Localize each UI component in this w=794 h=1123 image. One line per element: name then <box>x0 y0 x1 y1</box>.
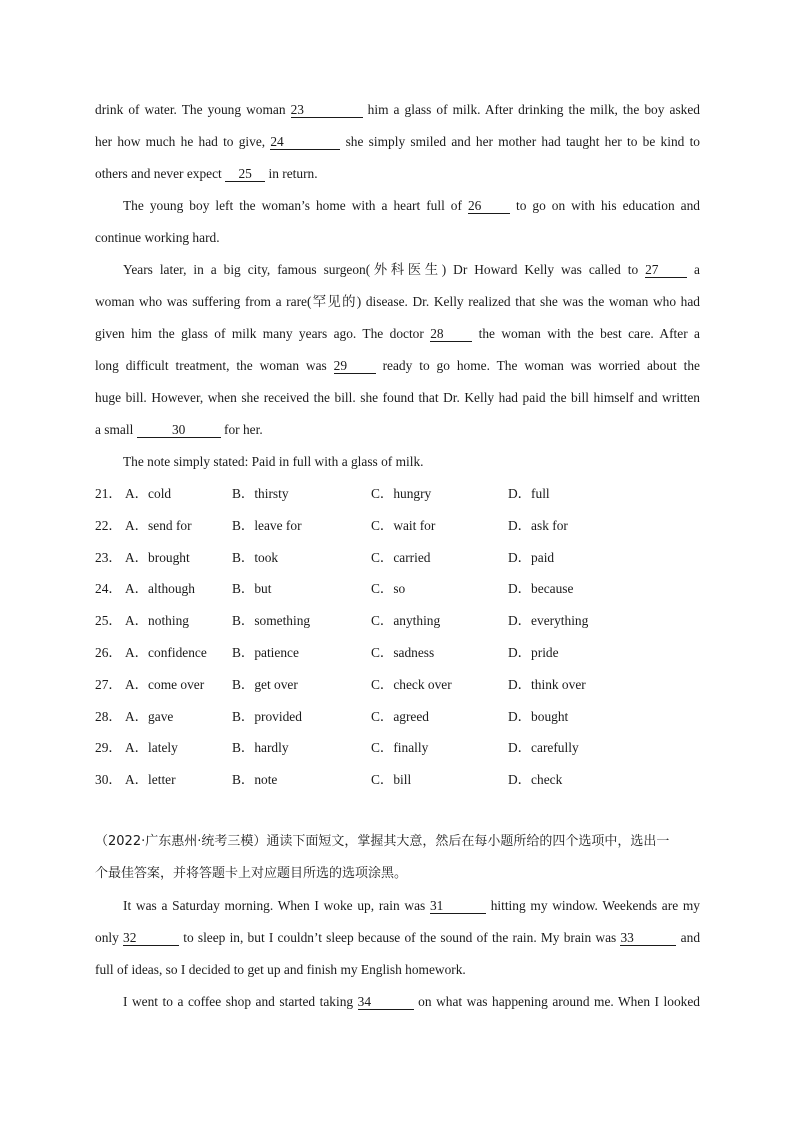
question-options-29 <box>95 732 700 764</box>
question-number: 29． <box>95 740 122 756</box>
answer-blank-31: 31 <box>430 898 486 914</box>
passage-line: huge bill. However, when she received the bill. she found that Dr. Kelly had paid the bill himself and written <box>95 390 700 405</box>
option-c: C．carried <box>371 549 431 565</box>
answer-blank-33: 33 <box>620 930 676 946</box>
option-c: C．check over <box>371 676 452 692</box>
text-segment: ready to go home. The woman was worried about the <box>375 358 700 373</box>
option-c: C．anything <box>371 613 441 629</box>
answer-blank-24: 24 <box>270 134 340 150</box>
question-number: 21． <box>95 486 122 501</box>
question-number: 23． <box>95 549 122 565</box>
question-number: 25． <box>95 613 122 629</box>
passage-line: woman who was suffering from a rare(罕见的) disease. Dr. Kelly realized that she was the woman who had <box>95 294 700 309</box>
section-instructions: （2022·广东惠州·统考三模）通读下面短文，掌握其大意，然后在每小题所给的四个选项中，选出一 <box>95 833 670 849</box>
option-a: A．brought <box>125 549 190 565</box>
passage-line <box>95 190 700 222</box>
option-a: A．nothing <box>125 613 189 629</box>
option-b: B．provided <box>232 708 302 724</box>
option-c: C．so <box>371 581 406 597</box>
text-segment: her how much he had to give, <box>95 134 271 149</box>
text-segment: I went to a coffee shop and started taking <box>123 993 358 1009</box>
option-a: A．send for <box>125 517 192 533</box>
text-segment: others and never expect <box>95 166 226 181</box>
option-b: B．get over <box>232 676 298 692</box>
option-b: B．note <box>232 772 278 788</box>
passage-line: The note simply stated: Paid in full with a glass of milk. <box>123 454 424 469</box>
answer-blank-32: 32 <box>123 930 179 946</box>
text-segment: for her. <box>220 422 263 437</box>
passage-line <box>95 126 700 158</box>
option-c: C．finally <box>371 740 429 756</box>
passage-line: full of ideas, so I decided to get up and finish my English homework. <box>95 961 466 977</box>
question-number: 26． <box>95 644 122 660</box>
text-segment: the woman with the best care. After a <box>472 326 700 341</box>
question-number: 27． <box>95 676 122 692</box>
text-segment: on what was happening around me. When I looked <box>413 993 700 1009</box>
option-d: D．bought <box>508 708 569 724</box>
option-d: D．full <box>508 486 550 501</box>
question-options-26 <box>95 637 700 669</box>
answer-blank-27: 27 <box>645 262 687 278</box>
question-number: 30． <box>95 772 122 788</box>
text-segment: drink of water. The young woman <box>95 102 291 117</box>
text-segment: The young boy left the woman’s home with a heart full of <box>123 198 468 213</box>
option-c: C．bill <box>371 772 412 788</box>
text-segment: and <box>676 929 701 945</box>
text-segment: long difficult treatment, the woman was <box>95 358 334 373</box>
passage-line <box>95 158 700 190</box>
question-options-21 <box>95 478 700 510</box>
text-segment: to sleep in, but I couldn’t sleep because of the sound of the rain. My brain was <box>179 929 621 945</box>
option-d: D．everything <box>508 613 589 629</box>
answer-blank-26: 26 <box>468 198 510 214</box>
text-segment: him a glass of milk. After drinking the milk, the boy asked <box>362 102 700 117</box>
option-a: A．although <box>125 581 195 597</box>
option-b: B．patience <box>232 644 299 660</box>
passage-line <box>95 318 700 350</box>
option-d: D．think over <box>508 676 586 692</box>
question-number: 28． <box>95 708 122 724</box>
question-options-30 <box>95 764 700 796</box>
question-options-28 <box>95 701 700 733</box>
text-segment: a <box>687 262 701 277</box>
question-options-23 <box>95 542 700 574</box>
option-b: B．took <box>232 549 279 565</box>
answer-blank-25: 25 <box>225 166 265 182</box>
text-segment: in return. <box>265 166 318 181</box>
option-c: C．wait for <box>371 517 436 533</box>
question-options-24 <box>95 573 700 605</box>
option-b: B．but <box>232 581 272 597</box>
option-c: C．sadness <box>371 644 435 660</box>
option-d: D．pride <box>508 644 559 660</box>
question-options-22 <box>95 510 700 542</box>
option-a: A．gave <box>125 708 174 724</box>
text-segment: a small <box>95 422 137 437</box>
answer-blank-30: 30 <box>137 422 221 438</box>
question-options-27 <box>95 669 700 701</box>
option-b: B．hardly <box>232 740 289 756</box>
option-a: A．lately <box>125 740 178 756</box>
passage-line <box>95 350 700 382</box>
text-segment: hitting my window. Weekends are my <box>485 897 701 913</box>
passage-line <box>95 94 700 126</box>
option-a: A．letter <box>125 772 176 788</box>
option-b: B．something <box>232 613 311 629</box>
answer-blank-29: 29 <box>334 358 376 374</box>
section-gap <box>95 796 700 826</box>
question-number: 22． <box>95 517 122 533</box>
text-segment: given him the glass of milk many years ago. The doctor <box>95 326 431 341</box>
passage-line <box>95 986 700 1018</box>
passage-line <box>95 922 700 954</box>
text-segment: Years later, in a big city, famous surgeon(外科医生) Dr Howard Kelly was called to <box>123 262 646 277</box>
question-number: 24． <box>95 581 122 597</box>
option-a: A．confidence <box>125 644 207 660</box>
option-a: A．cold <box>125 486 172 501</box>
passage-line <box>95 890 700 922</box>
option-d: D．ask for <box>508 517 568 533</box>
section-instructions: 个最佳答案，并将答题卡上对应题目所选的选项涂黑。 <box>95 865 408 881</box>
passage-line: continue working hard. <box>95 230 220 245</box>
option-c: C．hungry <box>371 486 432 501</box>
options-list <box>95 478 700 796</box>
option-d: D．paid <box>508 549 555 565</box>
option-c: C．agreed <box>371 708 430 724</box>
text-segment: It was a Saturday morning. When I woke up, rain was <box>123 897 430 913</box>
option-d: D．carefully <box>508 740 579 756</box>
text-segment: to go on with his education and <box>509 198 700 213</box>
text-segment: only <box>95 929 124 945</box>
option-b: B．thirsty <box>232 486 289 501</box>
option-d: D．check <box>508 772 563 788</box>
text-segment: she simply smiled and her mother had taught her to be kind to <box>340 134 700 149</box>
answer-blank-28: 28 <box>430 326 472 342</box>
answer-blank-34: 34 <box>358 994 414 1010</box>
question-options-25 <box>95 605 700 637</box>
passage-line <box>95 254 700 286</box>
answer-blank-23: 23 <box>291 102 363 118</box>
option-b: B．leave for <box>232 517 302 533</box>
passage-line <box>95 414 700 446</box>
option-a: A．come over <box>125 676 205 692</box>
option-d: D．because <box>508 581 574 597</box>
document-page <box>95 94 700 1018</box>
